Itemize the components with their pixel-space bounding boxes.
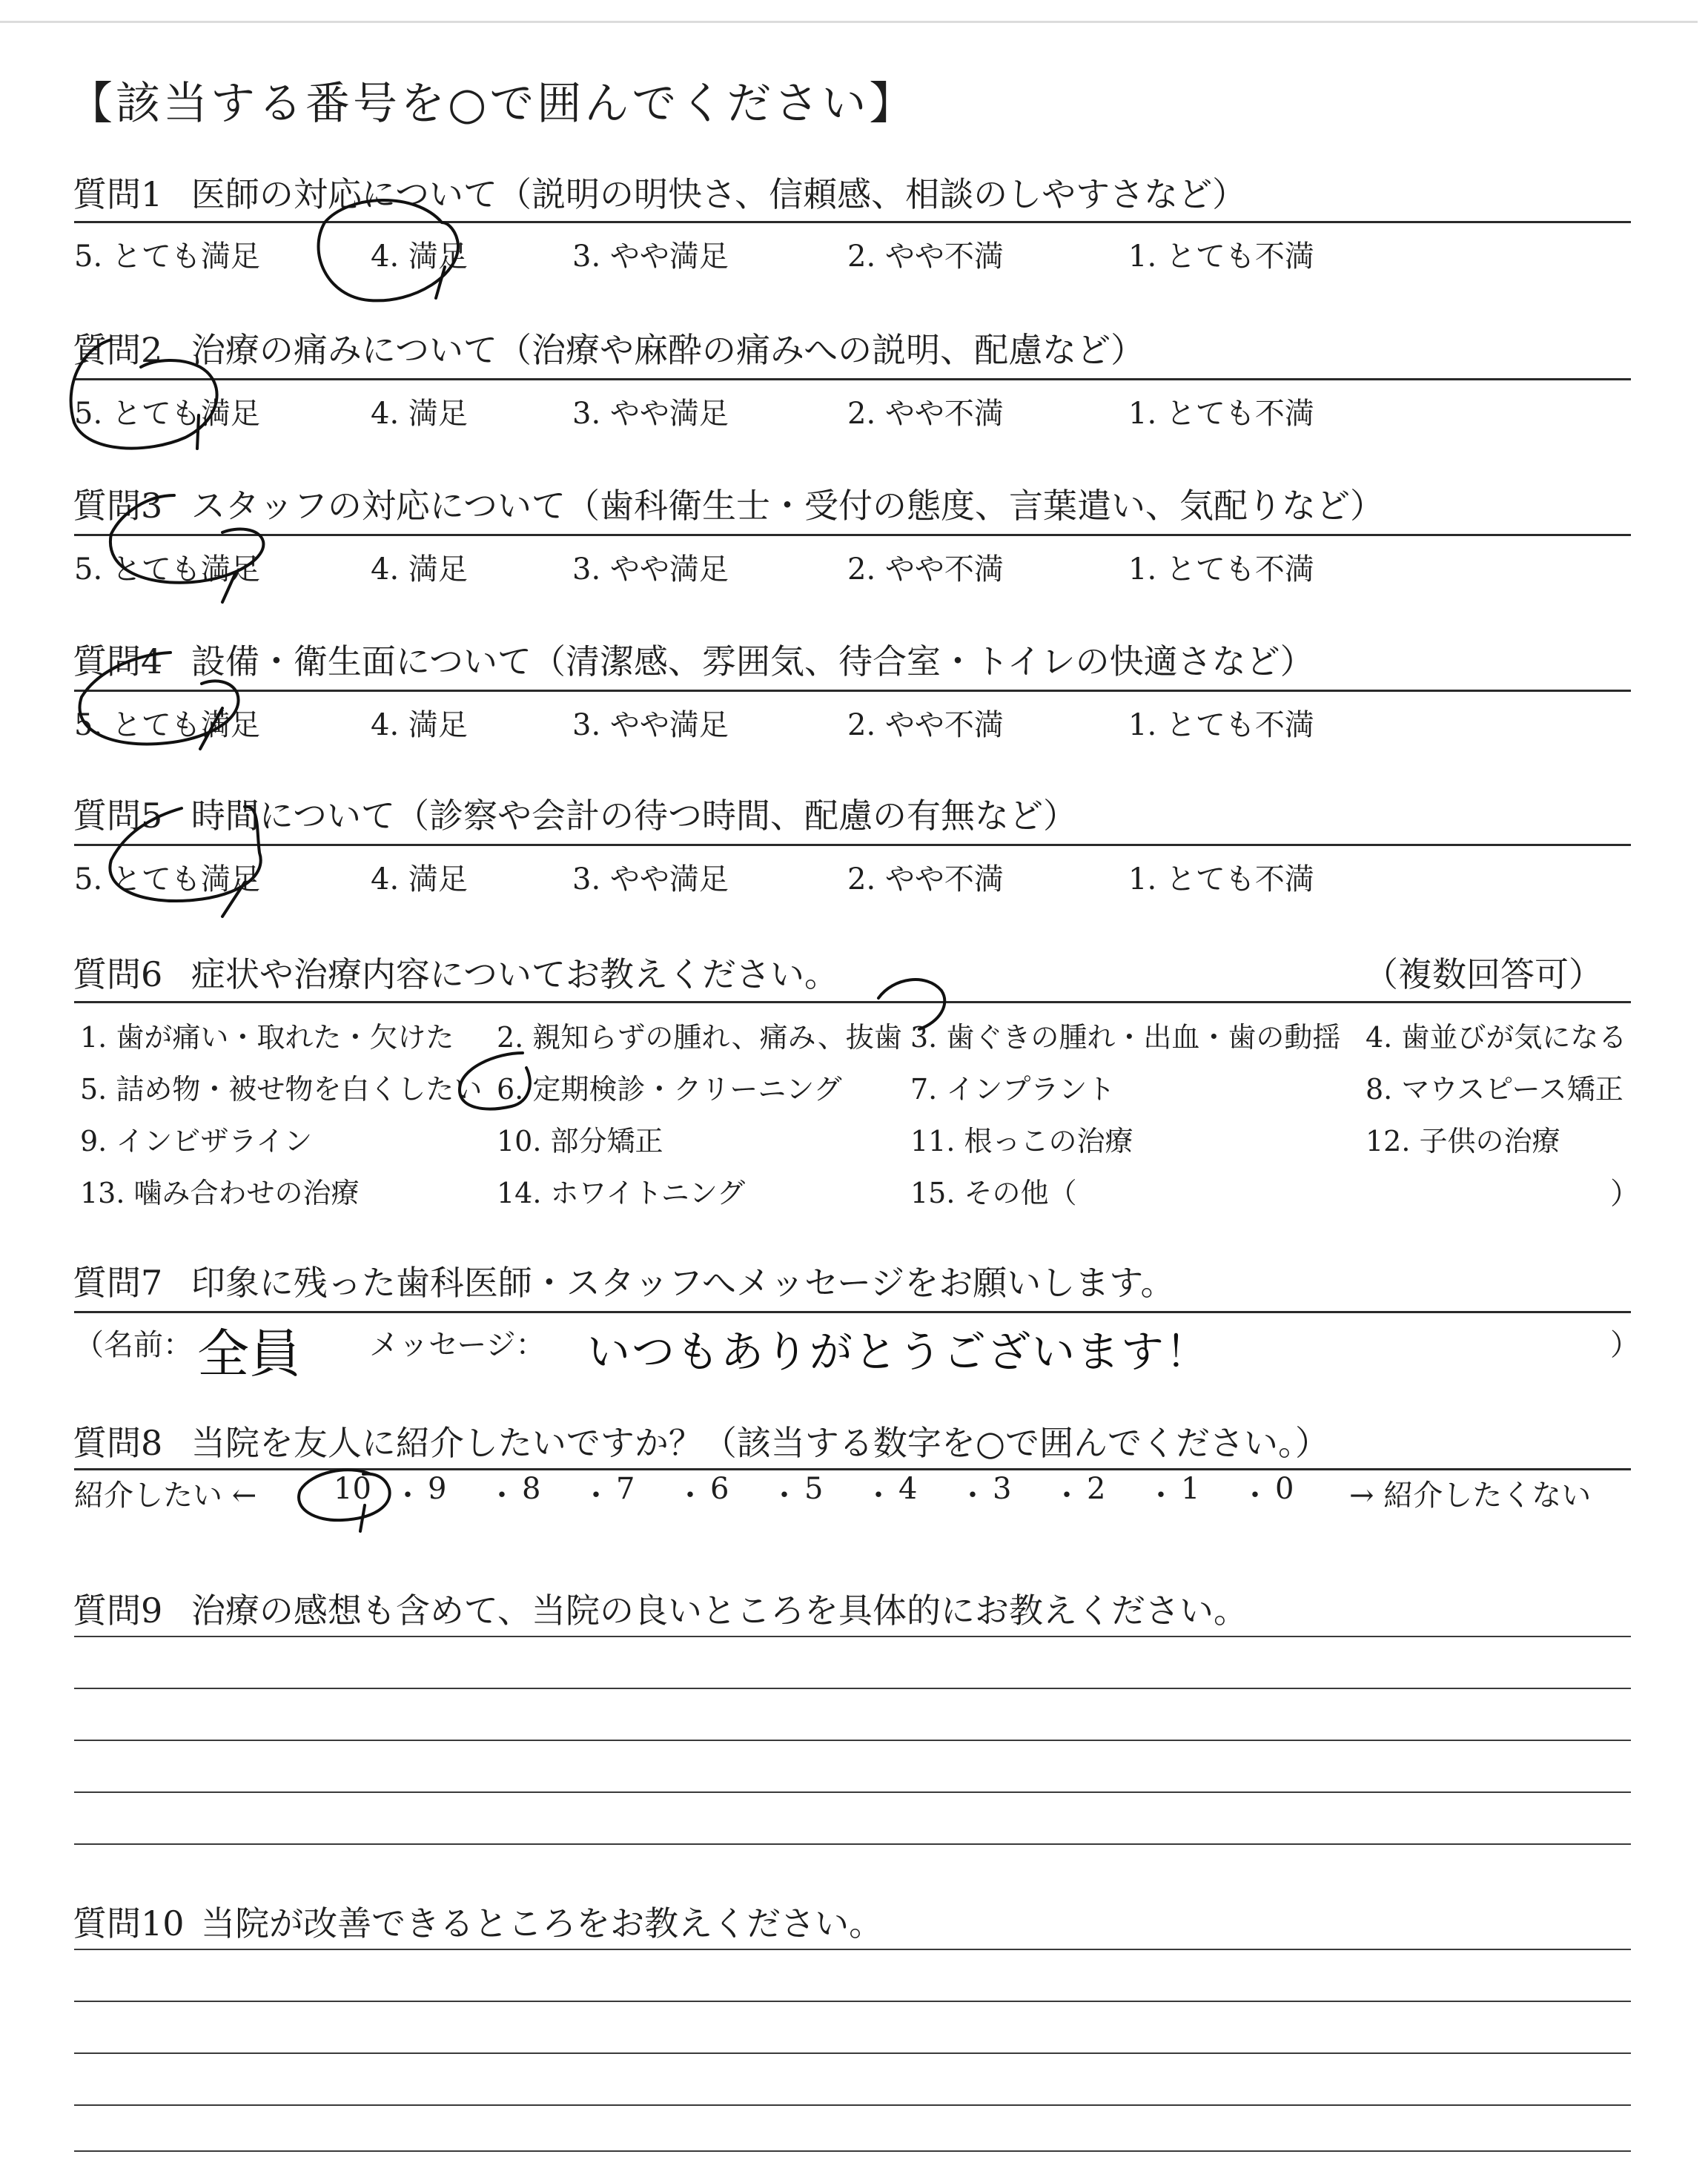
scale-separator-dot: ・ [769,1479,799,1513]
scale-separator-dot: ・ [1146,1479,1176,1513]
recommend-scale-0[interactable]: 0 [1275,1472,1294,1506]
q2-option-1[interactable]: 1. とても不満 [1128,397,1314,431]
q2-option-4[interactable]: 4. 満足 [371,397,468,431]
q2-option-3[interactable]: 3. やや満足 [572,397,729,431]
q6-option-6-circle-mark [460,1053,530,1109]
question-text: 設備・衛生面について（清潔感、雰囲気、待合室・トイレの快適さなど） [191,641,1314,681]
recommend-scale-9[interactable]: 9 [428,1472,447,1506]
question-label: 質問1 [73,174,163,214]
q7-close-paren: ） [1610,1328,1640,1362]
q6-option-6[interactable]: 6. 定期検診・クリーニング [497,1073,842,1106]
q5-option-1[interactable]: 1. とても不満 [1128,862,1314,896]
q6-option-4[interactable]: 4. 歯並びが気になる [1366,1021,1627,1054]
q7-name-handwritten[interactable]: 全員 [197,1324,301,1384]
q3-option-4[interactable]: 4. 満足 [371,552,468,587]
question-label: 質問8 [73,1423,163,1463]
recommend-scale-3[interactable]: 3 [993,1472,1012,1506]
q6-option-2-circle-mark [878,980,944,1029]
recommend-scale-10[interactable]: 10 [334,1472,371,1506]
recommend-left-label: 紹介したい ← [74,1479,257,1513]
q5-circle-mark [110,807,260,916]
q1-circle-mark [319,200,459,300]
q5-option-5[interactable]: 5. とても満足 [74,862,260,896]
q3-option-2[interactable]: 2. やや不満 [847,552,1004,587]
q4-option-3[interactable]: 3. やや満足 [572,708,729,742]
q4-option-4[interactable]: 4. 満足 [371,708,468,742]
q6-option-2[interactable]: 2. 親知らずの腫れ、痛み、抜歯 [497,1021,902,1054]
scale-separator-dot: ・ [1240,1479,1270,1513]
question-label: 質問5 [73,796,163,836]
question-label: 質問9 [73,1591,163,1631]
q1-option-5[interactable]: 5. とても満足 [74,240,260,274]
recommend-scale-6[interactable]: 6 [710,1472,729,1506]
q6-other-close-paren: ） [1610,1177,1640,1211]
q6-option-9[interactable]: 9. インビザライン [80,1125,313,1157]
q6-option-3[interactable]: 3. 歯ぐきの腫れ・出血・歯の動揺 [910,1021,1341,1054]
question-text: 治療の痛みについて（治療や麻酔の痛みへの説明、配慮など） [191,330,1145,370]
q6-option-10[interactable]: 10. 部分矯正 [497,1125,663,1157]
q3-option-1[interactable]: 1. とても不満 [1128,552,1314,587]
q3-option-5[interactable]: 5. とても満足 [74,552,260,587]
q6-option-14[interactable]: 14. ホワイトニング [497,1177,746,1209]
q4-circle-mark [80,653,239,749]
q4-option-2[interactable]: 2. やや不満 [847,708,1004,742]
question-text: 症状や治療内容についてお教えください。 [191,954,838,994]
q3-option-3[interactable]: 3. やや満足 [572,552,729,587]
scale-separator-dot: ・ [487,1479,517,1513]
q3-circle-mark [110,495,264,602]
question-text: 時間について（診察や会計の待つ時間、配慮の有無など） [191,796,1077,836]
recommend-scale-8[interactable]: 8 [522,1472,541,1506]
question-label: 質問7 [73,1263,163,1303]
q6-option-8[interactable]: 8. マウスピース矯正 [1366,1073,1623,1106]
q6-option-7[interactable]: 7. インプラント [910,1073,1116,1106]
q2-circle-mark [71,340,217,449]
question-text: スタッフの対応について（歯科衛生士・受付の態度、言葉遣い、気配りなど） [191,486,1384,526]
q4-option-5[interactable]: 5. とても満足 [74,708,260,742]
q5-option-4[interactable]: 4. 満足 [371,862,468,896]
q5-option-3[interactable]: 3. やや満足 [572,862,729,896]
recommend-scale-5[interactable]: 5 [804,1472,824,1506]
q1-option-4[interactable]: 4. 満足 [371,240,468,274]
scale-separator-dot: ・ [958,1479,987,1513]
question-text: 治療の感想も含めて、当院の良いところを具体的にお教えください。 [191,1591,1248,1631]
scale-separator-dot: ・ [1052,1479,1082,1513]
page-title: 【該当する番号を○で囲んでください】 [68,78,917,130]
q1-option-1[interactable]: 1. とても不満 [1128,240,1314,274]
multiple-answer-note: （複数回答可） [1364,954,1603,994]
question-text: 印象に残った歯科医師・スタッフへメッセージをお願いします。 [191,1263,1175,1303]
q6-option-1[interactable]: 1. 歯が痛い・取れた・欠けた [80,1021,454,1054]
q1-option-2[interactable]: 2. やや不満 [847,240,1004,274]
q7-name-label: （名前： [74,1328,193,1362]
scale-separator-dot: ・ [675,1479,705,1513]
q4-option-1[interactable]: 1. とても不満 [1128,708,1314,742]
q8-10-circle-mark [299,1470,390,1531]
question-label: 質問4 [73,641,163,681]
q2-option-5[interactable]: 5. とても満足 [74,397,260,431]
question-label: 質問3 [73,486,163,526]
recommend-scale-7[interactable]: 7 [616,1472,635,1506]
q2-option-2[interactable]: 2. やや不満 [847,397,1004,431]
q7-message-handwritten[interactable]: いつもありがとうございます！ [587,1327,1211,1377]
question-label: 質問2 [73,330,163,370]
recommend-right-label: → 紹介したくない [1349,1479,1592,1513]
scale-separator-dot: ・ [864,1479,893,1513]
question-text: 医師の対応について（説明の明快さ、信頼感、相談のしやすさなど） [191,174,1247,214]
q7-message-label: メッセージ： [369,1328,546,1362]
recommend-scale-4[interactable]: 4 [898,1472,918,1506]
q6-option-15[interactable]: 15. その他（ [910,1177,1077,1209]
question-label: 質問10 [73,1903,185,1943]
q6-option-12[interactable]: 12. 子供の治療 [1366,1125,1560,1157]
scale-separator-dot: ・ [581,1479,611,1513]
q6-option-11[interactable]: 11. 根っこの治療 [910,1125,1133,1157]
recommend-scale-1[interactable]: 1 [1181,1472,1200,1506]
question-label: 質問6 [73,954,163,994]
q6-option-13[interactable]: 13. 噛み合わせの治療 [80,1177,360,1209]
question-text: 当院が改善できるところをお教えください。 [201,1903,884,1943]
question-text: 当院を友人に紹介したいですか？（該当する数字を○で囲んでください。） [191,1423,1330,1463]
q5-option-2[interactable]: 2. やや不満 [847,862,1004,896]
recommend-scale-2[interactable]: 2 [1087,1472,1106,1506]
scale-separator-dot: ・ [393,1479,423,1513]
q1-option-3[interactable]: 3. やや満足 [572,240,729,274]
q6-option-5[interactable]: 5. 詰め物・被せ物を白くしたい [80,1073,483,1106]
